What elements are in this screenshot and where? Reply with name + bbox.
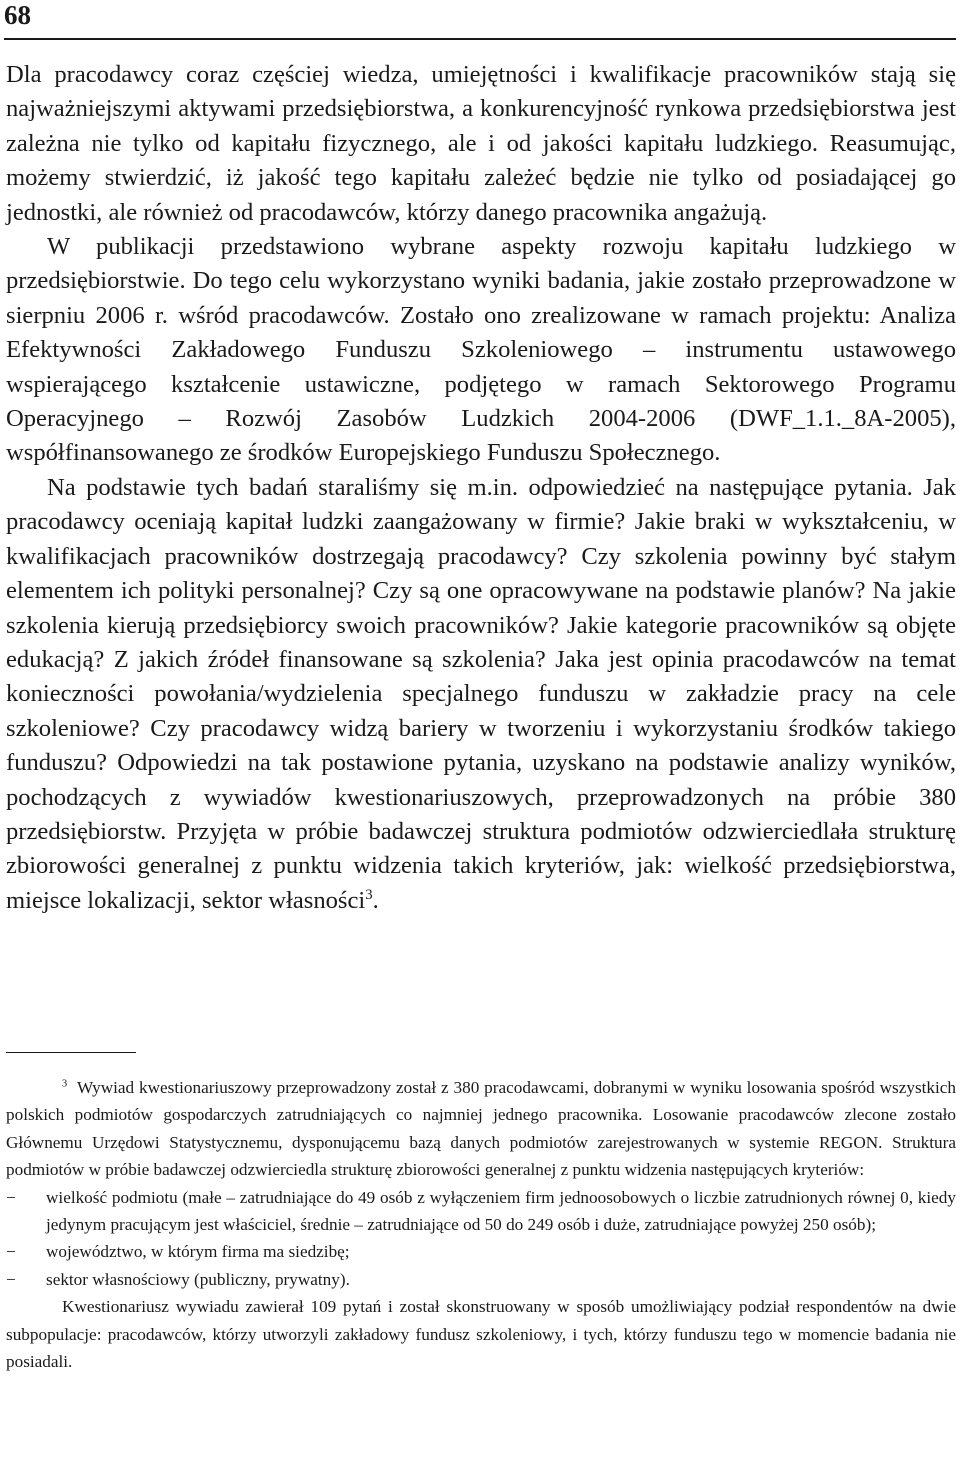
paragraph-publication: W publikacji przedstawiono wybrane aspekty rozwoju kapitału ludzkiego w przedsiębiorstwie. Do tego celu wykorzystano wyniki badania, jakie zostało przeprowadzone w sierpniu 2006 r. wśród pracodawców. Zostało ono zrealizowane w ramach projektu: Analiza Efektywności Zakładowego Funduszu Szkoleniowego – instrumentu ustawowego wspierającego kształcenie ustawiczne, podjętego w ramach Sektorowego Programu Operacyjnego – Rozwój Zasobów Ludzkich 2004-2006 (DWF_1.1._8A-2005), współfinansowanego ze środków Europejskiego Funduszu Społecznego.: [6, 233, 956, 467]
list-item-text: sektor własnościowy (publiczny, prywatny).: [46, 1269, 350, 1289]
list-item-text: wielkość podmiotu (małe – zatrudniające do 49 osób z wyłączeniem firm jednoosobowych o liczbie zatrudnionych równej 0, kiedy jedynym pracującym jest właściciel, średnie – zatrudniające od 50 do 249 osób i duże, zatrudniające powyżej 250 osób);: [46, 1187, 956, 1235]
body-text: [6, 58, 956, 918]
list-item: [6, 1238, 956, 1265]
dash-bullet: −: [6, 1269, 16, 1289]
paragraph-questions: [6, 471, 956, 918]
list-item: [6, 1184, 956, 1239]
footnote-criteria-list: [6, 1184, 956, 1294]
footnote-intro-text: Wywiad kwestionariuszowy przeprowadzony został z 380 pracodawcami, dobranymi w wyniku losowania spośród wszystkich polskich podmiotów gospodarczych zatrudniających co najmniej jednego pracownika. Losowanie pracodawców zlecone zostało Głównemu Urzędowi Statystycznemu, dysponującemu bazą danych podmiotów zarejestrowanych w systemie REGON. Struktura podmiotów w próbie badawczej odzwierciedla strukturę zbiorowości generalnej z punktu widzenia następujących kryteriów:: [6, 1078, 956, 1180]
header-rule: [4, 38, 956, 40]
footnote-number: 3: [62, 1078, 68, 1090]
footnote-closing: Kwestionariusz wywiadu zawierał 109 pytań i został skonstruowany w sposób umożliwiający podział respondentów na dwie subpopulacje: pracodawców, którzy utworzyli zakładowy fundusz szkoleniowy, i tych, którzy funduszu tego w momencie badania nie posiadali.: [6, 1297, 956, 1372]
footnote-reference[interactable]: 3: [365, 886, 373, 903]
dash-bullet: −: [6, 1187, 16, 1207]
paragraph-intro: Dla pracodawcy coraz częściej wiedza, umiejętności i kwalifikacje pracowników stają się najważniejszymi aktywami przedsiębiorstwa, a konkurencyjność rynkowa przedsiębiorstwa jest zależna nie tylko od kapitału fizycznego, ale i od jakości kapitału ludzkiego. Reasumując, możemy stwierdzić, iż jakość tego kapitału zależeć będzie nie tylko od posiadającej go jednostki, ale również od pracodawców, którzy danego pracownika angażują.: [6, 61, 956, 226]
footnote-block: [6, 1074, 956, 1375]
paragraph-questions-text: Na podstawie tych badań staraliśmy się m.in. odpowiedzieć na następujące pytania. Jak pracodawcy oceniają kapitał ludzki zaangażowany w firmie? Jakie braki w wykształceniu, w kwalifikacjach pracowników dostrzegają pracodawcy? Czy szkolenia powinny być stałym elementem ich polityki personalnej? Czy są one opracowywane na podstawie planów? Na jakie szkolenia kierują przedsiębiorcy swoich pracowników? Jakie kategorie pracowników są objęte edukacją? Z jakich źródeł finansowane są szkolenia? Jaka jest opinia pracodawców na temat konieczności powołania/wydzielenia specjalnego funduszu w zakładzie pracy na cele szkoleniowe? Czy pracodawcy widzą bariery w tworzeniu i wykorzystaniu środków takiego funduszu? Odpowiedzi na tak postawione pytania, uzyskano na podstawie analizy wyników, pochodzących z wywiadów kwestionariuszowych, przeprowadzonych na próbie 380 przedsiębiorstw. Przyjęta w próbie badawczej struktura podmiotów odzwierciedlała strukturę zbiorowości generalnej z punktu widzenia takich kryteriów, jak: wielkość przedsiębiorstwa, miejsce lokalizacji, sektor własności: [6, 473, 956, 914]
list-item-text: województwo, w którym firma ma siedzibę;: [46, 1242, 350, 1262]
page-number: 68: [4, 0, 31, 30]
paragraph-end: .: [372, 886, 379, 914]
dash-bullet: −: [6, 1242, 16, 1262]
footnote-separator: [6, 1052, 136, 1053]
footnote-intro: [6, 1074, 956, 1184]
list-item: [6, 1266, 956, 1293]
